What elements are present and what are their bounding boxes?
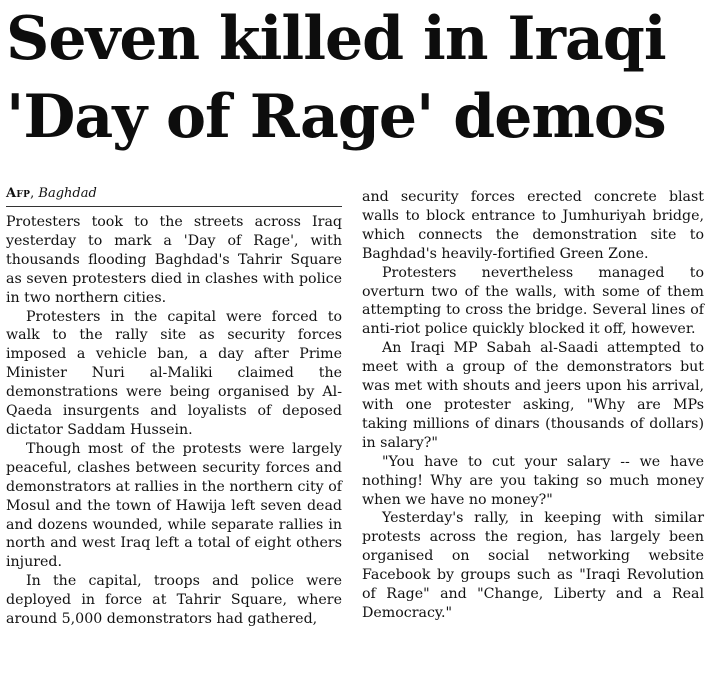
paragraph: "You have to cut your salary -- we have nothing! Why are you taking so much money when we have no money?" [362, 453, 704, 508]
byline [6, 186, 342, 207]
paragraph: An Iraqi MP Sabah al-Saadi attempted to meet with a group of the demonstrators but was met with shouts and jeers upon his arrival, with one protester asking, "Why are MPs taking millions of dinars (thousands of dollars) in salary?" [362, 340, 704, 451]
headline [6, 0, 706, 156]
paragraph: Protesters took to the streets across Iraq yesterday to mark a 'Day of Rage', with thousands flooding Baghdad's Tahrir Square as seven protesters died in clashes with police in two northern cities. [6, 214, 342, 306]
paragraph: Yesterday's rally, in keeping with similar protests across the region, has largely been organised on social networking website Facebook by groups such as "Iraqi Revolution of Rage" and "Change, Liberty and a Real Democracy." [362, 510, 704, 621]
paragraph: Though most of the protests were largely peaceful, clashes between security forces and demonstrators at rallies in the northern city of Mosul and the town of Hawija left seven dead and dozens wounded, while separate rallies in north and west Iraq left a total of eight others injured. [6, 440, 342, 571]
headline-line-1: Seven killed in Iraqi [6, 4, 666, 74]
article-column-left [6, 186, 342, 629]
article-column-right [362, 188, 704, 623]
byline-agency: Afp [6, 186, 31, 201]
byline-place: Baghdad [38, 186, 97, 201]
headline-line-2: 'Day of Rage' demos [6, 82, 666, 152]
paragraph: and security forces erected concrete blast walls to block entrance to Jumhuriyah bridge, which connects the demonstration site to Baghdad's heavily-fortified Green Zone. [362, 189, 704, 262]
paragraph: In the capital, troops and police were deployed in force at Tahrir Square, where around 5,000 demonstrators had gathered, [6, 573, 342, 628]
paragraph: Protesters in the capital were forced to walk to the rally site as security forces imposed a vehicle ban, a day after Prime Minister Nuri al-Maliki claimed the demonstrations were being organised by Al-Qaeda insurgents and loyalists of deposed dictator Saddam Hussein. [6, 308, 342, 438]
byline-separator: , [30, 186, 39, 201]
paragraph: Protesters nevertheless managed to overturn two of the walls, with some of them attempting to cross the bridge. Several lines of anti-riot police quickly blocked it off, however. [362, 264, 704, 338]
